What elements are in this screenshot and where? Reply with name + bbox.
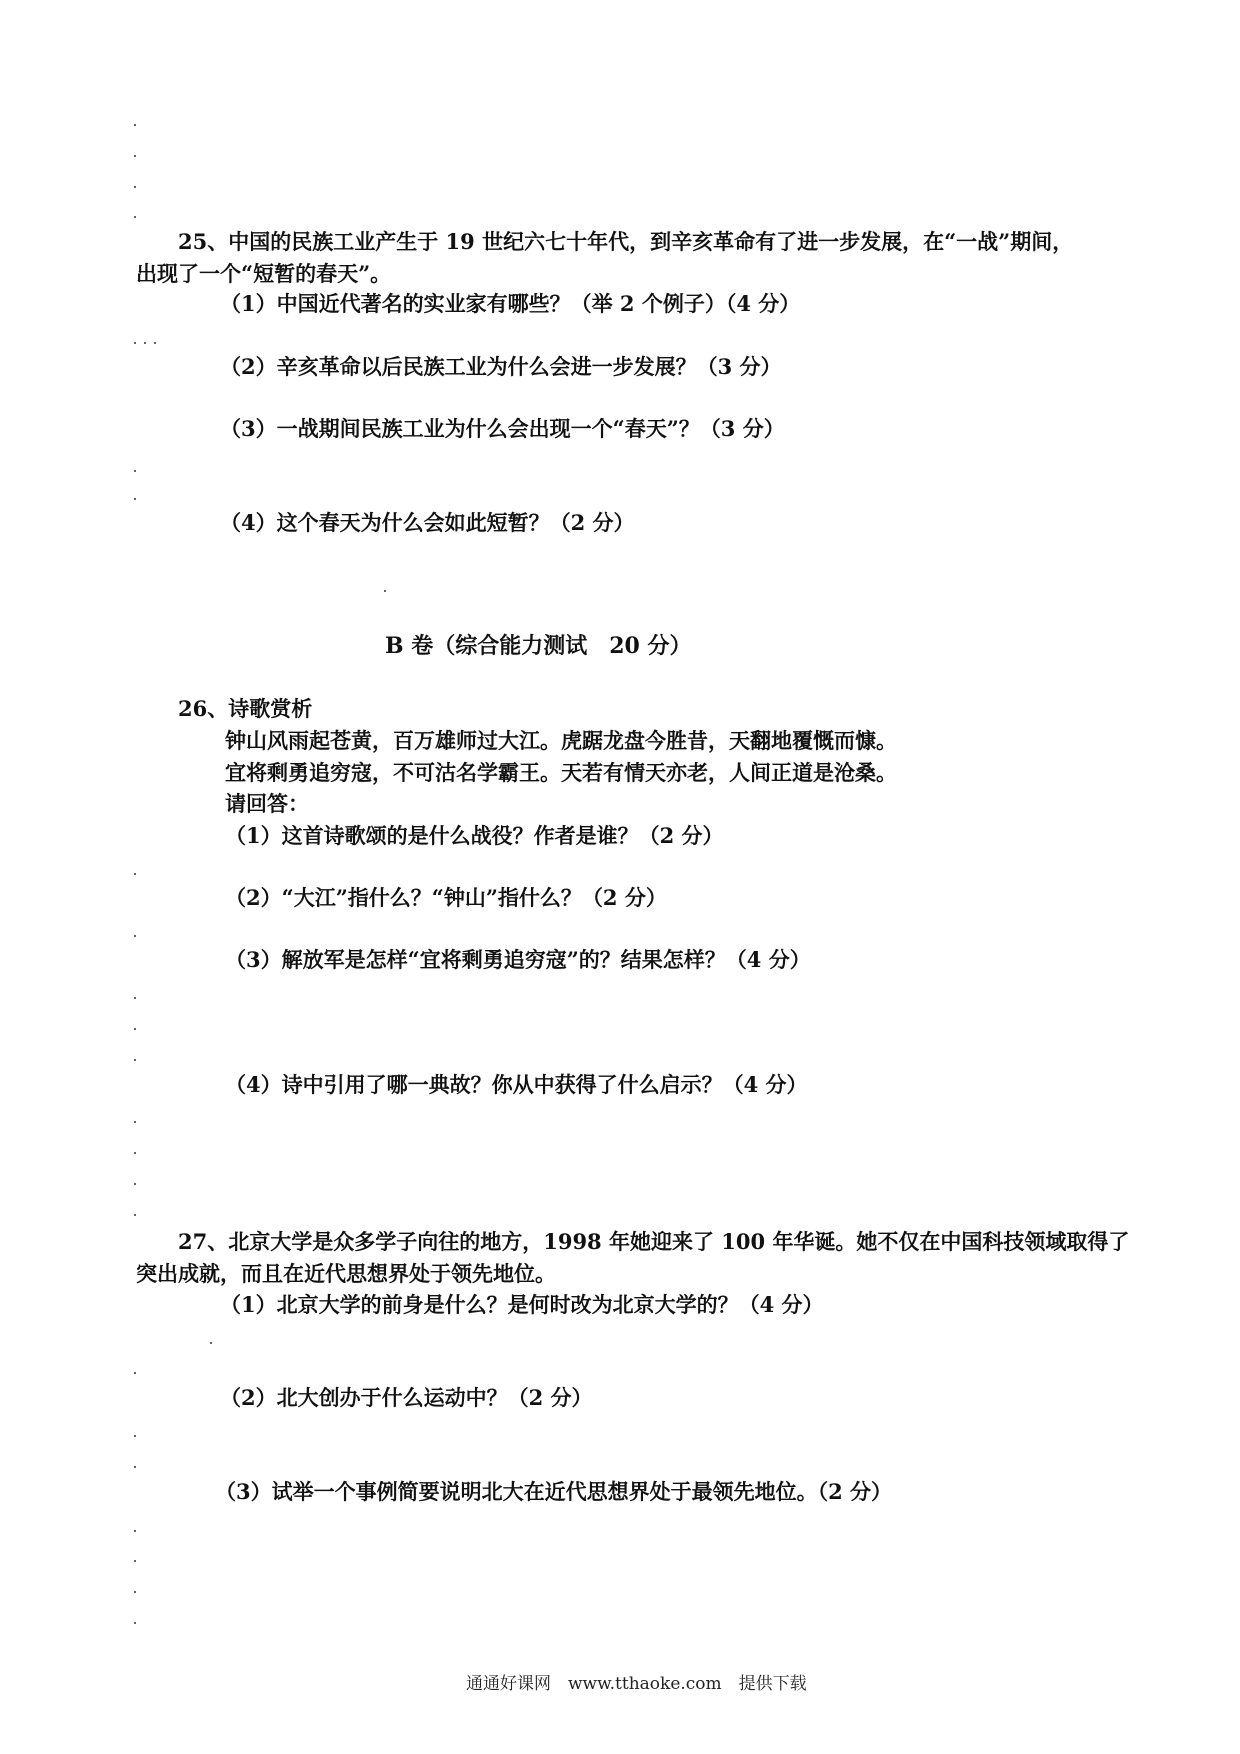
q26-title: 26、诗歌赏析 xyxy=(178,696,313,721)
scan-speck xyxy=(134,1372,136,1374)
q27-sub-question-2: （2）北大创办于什么运动中？（2 分） xyxy=(220,1385,593,1410)
scan-speck xyxy=(134,124,136,126)
q25-sub-question-4: （4）这个春天为什么会如此短暂？（2 分） xyxy=(220,510,635,535)
q27-intro-line-2: 突出成就，而且在近代思想界处于领先地位。 xyxy=(136,1261,556,1286)
q26-poem-line-2: 宜将剩勇追穷寇，不可沽名学霸王。天若有情天亦老，人间正道是沧桑。 xyxy=(225,760,897,785)
scan-speck xyxy=(134,186,136,188)
scan-speck xyxy=(144,342,146,344)
q26-sub-question-2: （2）“大江”指什么？“钟山”指什么？（2 分） xyxy=(225,885,667,910)
scan-speck xyxy=(134,1530,136,1532)
q25-sub-question-3: （3）一战期间民族工业为什么会出现一个“春天”？（3 分） xyxy=(220,416,785,441)
section-b-title: B 卷（综合能力测试 20 分） xyxy=(385,633,692,659)
scan-speck xyxy=(134,1622,136,1624)
scan-speck xyxy=(134,1214,136,1216)
scan-speck xyxy=(134,498,136,500)
q25-sub-question-2: （2）辛亥革命以后民族工业为什么会进一步发展？（3 分） xyxy=(220,354,782,379)
q27-sub-question-3: （3）试举一个事例简要说明北大在近代思想界处于最领先地位。（2 分） xyxy=(215,1479,893,1504)
q26-poem-line-1: 钟山风雨起苍黄，百万雄师过大江。虎踞龙盘今胜昔，天翻地覆慨而慷。 xyxy=(225,728,897,753)
scan-speck xyxy=(210,1342,212,1344)
q26-sub-question-3: （3）解放军是怎样“宜将剩勇追穷寇”的？结果怎样？（4 分） xyxy=(225,947,811,972)
q26-prompt: 请回答： xyxy=(225,791,309,816)
scan-speck xyxy=(134,997,136,999)
footer-source: 通通好课网 www.tthaoke.com 提供下载 xyxy=(466,1674,807,1694)
q25-intro-line-1: 25、中国的民族工业产生于 19 世纪六七十年代，到辛亥革命有了进一步发展，在“一战”期间， xyxy=(178,229,1074,254)
scan-speck xyxy=(384,590,386,592)
q26-sub-question-1: （1）这首诗歌颂的是什么战役？作者是谁？（2 分） xyxy=(225,823,724,848)
q26-sub-question-4: （4）诗中引用了哪一典故？你从中获得了什么启示？（4 分） xyxy=(225,1072,808,1097)
scan-speck xyxy=(134,1028,136,1030)
scan-speck xyxy=(134,1591,136,1593)
scan-speck xyxy=(134,1121,136,1123)
scan-speck xyxy=(134,1152,136,1154)
q27-sub-question-1: （1）北京大学的前身是什么？是何时改为北京大学的？（4 分） xyxy=(220,1292,824,1317)
scan-speck xyxy=(134,1560,136,1562)
scan-speck xyxy=(154,342,156,344)
scan-speck xyxy=(134,1435,136,1437)
scan-speck xyxy=(134,935,136,937)
scan-speck xyxy=(134,342,136,344)
scan-speck xyxy=(134,470,136,472)
q25-sub-question-1: （1）中国近代著名的实业家有哪些？（举 2 个例子）（4 分） xyxy=(220,291,801,316)
scan-speck xyxy=(134,155,136,157)
scan-speck xyxy=(134,216,136,218)
q27-intro-line-1: 27、北京大学是众多学子向往的地方，1998 年她迎来了 100 年华诞。她不仅在中国科技领域取得了 xyxy=(178,1229,1130,1254)
scan-speck xyxy=(134,873,136,875)
scan-speck xyxy=(134,1183,136,1185)
scan-speck xyxy=(134,1466,136,1468)
scan-speck xyxy=(134,1059,136,1061)
q25-intro-line-2: 出现了一个“短暂的春天”。 xyxy=(136,261,392,286)
